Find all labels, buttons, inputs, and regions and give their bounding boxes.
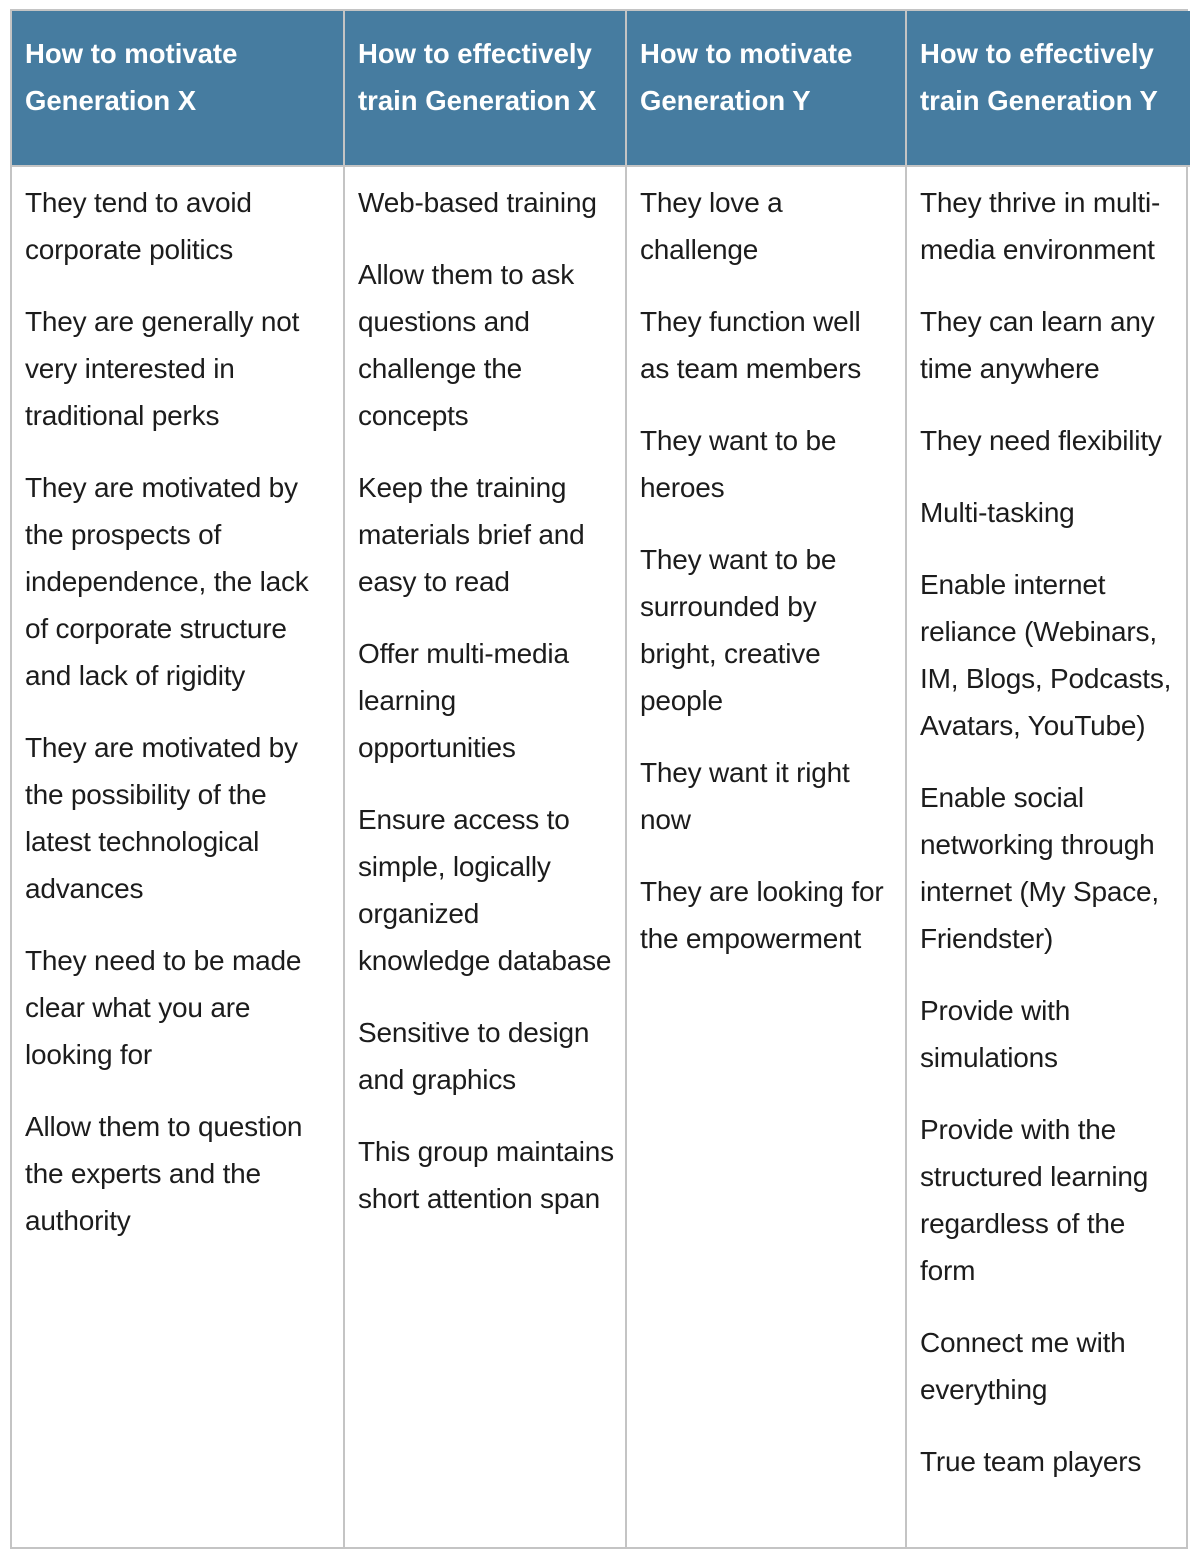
list-item: Enable social networking through internet (My Space, Friendster) <box>920 782 1159 954</box>
column-train-gen-x <box>344 166 626 1547</box>
list-item: This group maintains short attention span <box>358 1136 614 1214</box>
header-motivate-gen-y: How to motivate Generation Y <box>626 11 906 166</box>
generations-table-container <box>10 9 1188 1549</box>
header-motivate-gen-x: How to motivate Generation X <box>12 11 344 166</box>
body-row <box>12 166 1190 1547</box>
column-motivate-gen-x <box>12 166 344 1547</box>
generations-table <box>12 11 1190 1547</box>
list-item: They want to be heroes <box>640 425 837 503</box>
list-item: They want to be surrounded by bright, creative people <box>640 544 837 716</box>
list-item: They need flexibility <box>920 425 1162 456</box>
list-item: Connect me with everything <box>920 1327 1126 1405</box>
list-item: They need to be made clear what you are looking for <box>25 945 302 1070</box>
list-item: Allow them to question the experts and the authority <box>25 1111 303 1236</box>
list-item: Offer multi-media learning opportunities <box>358 638 569 763</box>
list-item: They want it right now <box>640 757 850 835</box>
list-item: They can learn any time anywhere <box>920 306 1155 384</box>
list-item: Allow them to ask questions and challenge the concepts <box>358 259 575 431</box>
list-item: They love a challenge <box>640 187 783 265</box>
column-train-gen-y <box>906 166 1190 1547</box>
list-item: Keep the training materials brief and easy to read <box>358 472 585 597</box>
header-row <box>12 11 1190 166</box>
header-train-gen-x: How to effectively train Generation X <box>344 11 626 166</box>
list-item: They are looking for the empowerment <box>640 876 884 954</box>
list-item: Enable internet reliance (Webinars, IM, Blogs, Podcasts, Avatars, YouTube) <box>920 569 1172 741</box>
list-item: Multi-tasking <box>920 497 1075 528</box>
list-item: They tend to avoid corporate politics <box>25 187 252 265</box>
list-item: They thrive in multi-media environment <box>920 187 1161 265</box>
list-item: Web-based training <box>358 187 597 218</box>
list-item: They function well as team members <box>640 306 862 384</box>
list-item: They are motivated by the possibility of the latest technological advances <box>25 732 298 904</box>
list-item: Ensure access to simple, logically organized knowledge database <box>358 804 612 976</box>
list-item: They are motivated by the prospects of independence, the lack of corporate structure and lack of rigidity <box>25 472 309 691</box>
list-item: Sensitive to design and graphics <box>358 1017 590 1095</box>
header-train-gen-y: How to effectively train Generation Y <box>906 11 1190 166</box>
list-item: Provide with the structured learning regardless of the form <box>920 1114 1149 1286</box>
list-item: Provide with simulations <box>920 995 1071 1073</box>
list-item: They are generally not very interested in traditional perks <box>25 306 300 431</box>
list-item: True team players <box>920 1446 1142 1477</box>
column-motivate-gen-y <box>626 166 906 1547</box>
